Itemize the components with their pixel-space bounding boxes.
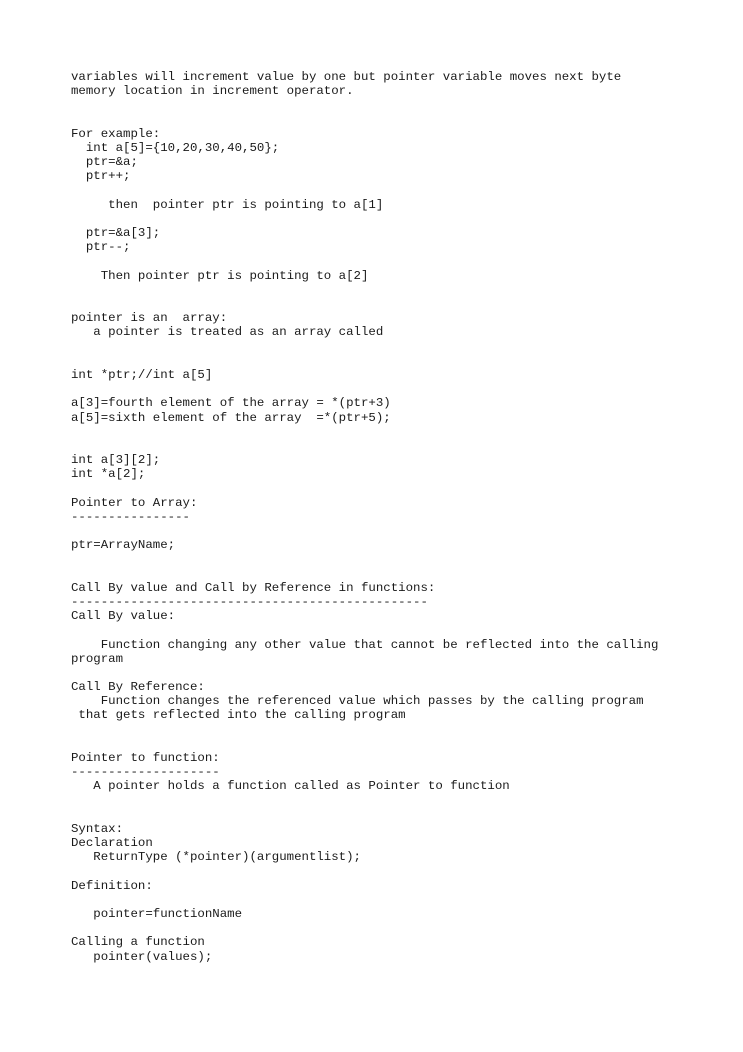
- text-line: then pointer ptr is pointing to a[1]: [71, 197, 384, 212]
- heading-underline: --------------------: [71, 765, 220, 780]
- blank-line: [71, 425, 711, 439]
- blank-line: [71, 212, 711, 226]
- section-heading-pointer-is-array: pointer is an array:: [71, 311, 228, 326]
- blank-line: [71, 340, 711, 354]
- subheading-call-by-reference: Call By Reference:: [71, 680, 205, 695]
- code-line: int a[3][2];: [71, 453, 161, 468]
- section-heading-for-example: For example:: [71, 126, 161, 141]
- code-line: pointer=functionName: [71, 907, 243, 922]
- subheading-calling-a-function: Calling a function: [71, 935, 205, 950]
- code-line: ptr=&a[3];: [71, 226, 161, 241]
- blank-line: [71, 666, 711, 680]
- text-line: that gets reflected into the calling program: [71, 708, 406, 723]
- code-line: ReturnType (*pointer)(argumentlist);: [71, 850, 361, 865]
- blank-line: [71, 254, 711, 268]
- blank-line: [71, 354, 711, 368]
- blank-line: [71, 382, 711, 396]
- blank-line: [71, 184, 711, 198]
- code-line: int *ptr;//int a[5]: [71, 367, 213, 382]
- code-line: ptr=&a;: [71, 155, 138, 170]
- code-line: ptr--;: [71, 240, 131, 255]
- code-line: int *a[2];: [71, 467, 146, 482]
- text-line: program: [71, 651, 124, 666]
- text-line: Then pointer ptr is pointing to a[2]: [71, 268, 369, 283]
- blank-line: [71, 893, 711, 907]
- blank-line: [71, 439, 711, 453]
- subheading-definition: Definition:: [71, 878, 153, 893]
- blank-line: [71, 113, 711, 127]
- blank-line: [71, 481, 711, 495]
- code-line: ptr++;: [71, 169, 131, 184]
- code-line: ptr=ArrayName;: [71, 538, 176, 553]
- heading-underline: ------------------------------------------------: [71, 594, 428, 609]
- section-heading-pointer-to-function: Pointer to function:: [71, 751, 220, 765]
- blank-line: [71, 552, 711, 566]
- blank-line: [71, 737, 711, 751]
- subheading-call-by-value: Call By value:: [71, 609, 176, 624]
- text-line: variables will increment value by one but pointer variable moves next byte: [71, 70, 622, 84]
- text-line: A pointer holds a function called as Pointer to function: [71, 779, 510, 794]
- blank-line: [71, 921, 711, 935]
- section-heading-pointer-to-array: Pointer to Array:: [71, 495, 198, 510]
- text-line: Function changing any other value that cannot be reflected into the calling: [71, 637, 659, 652]
- code-line: pointer(values);: [71, 949, 213, 964]
- blank-line: [71, 98, 711, 112]
- document-page: [71, 70, 711, 964]
- subheading-declaration: Declaration: [71, 836, 153, 851]
- heading-underline: ----------------: [71, 509, 190, 524]
- blank-line: [71, 297, 711, 311]
- text-line: memory location in increment operator.: [71, 84, 354, 99]
- blank-line: [71, 567, 711, 581]
- code-line: a[5]=sixth element of the array =*(ptr+5);: [71, 410, 391, 425]
- code-line: int a[5]={10,20,30,40,50};: [71, 140, 280, 155]
- section-heading-syntax: Syntax:: [71, 821, 124, 836]
- blank-line: [71, 865, 711, 879]
- code-line: a[3]=fourth element of the array = *(ptr+3): [71, 396, 391, 411]
- blank-line: [71, 283, 711, 297]
- text-line: a pointer is treated as an array called: [71, 325, 384, 340]
- blank-line: [71, 723, 711, 737]
- text-line: Function changes the referenced value which passes by the calling program: [71, 694, 644, 709]
- section-heading-call-by-value-reference: Call By value and Call by Reference in functions:: [71, 580, 436, 595]
- blank-line: [71, 623, 711, 637]
- blank-line: [71, 808, 711, 822]
- blank-line: [71, 794, 711, 808]
- blank-line: [71, 524, 711, 538]
